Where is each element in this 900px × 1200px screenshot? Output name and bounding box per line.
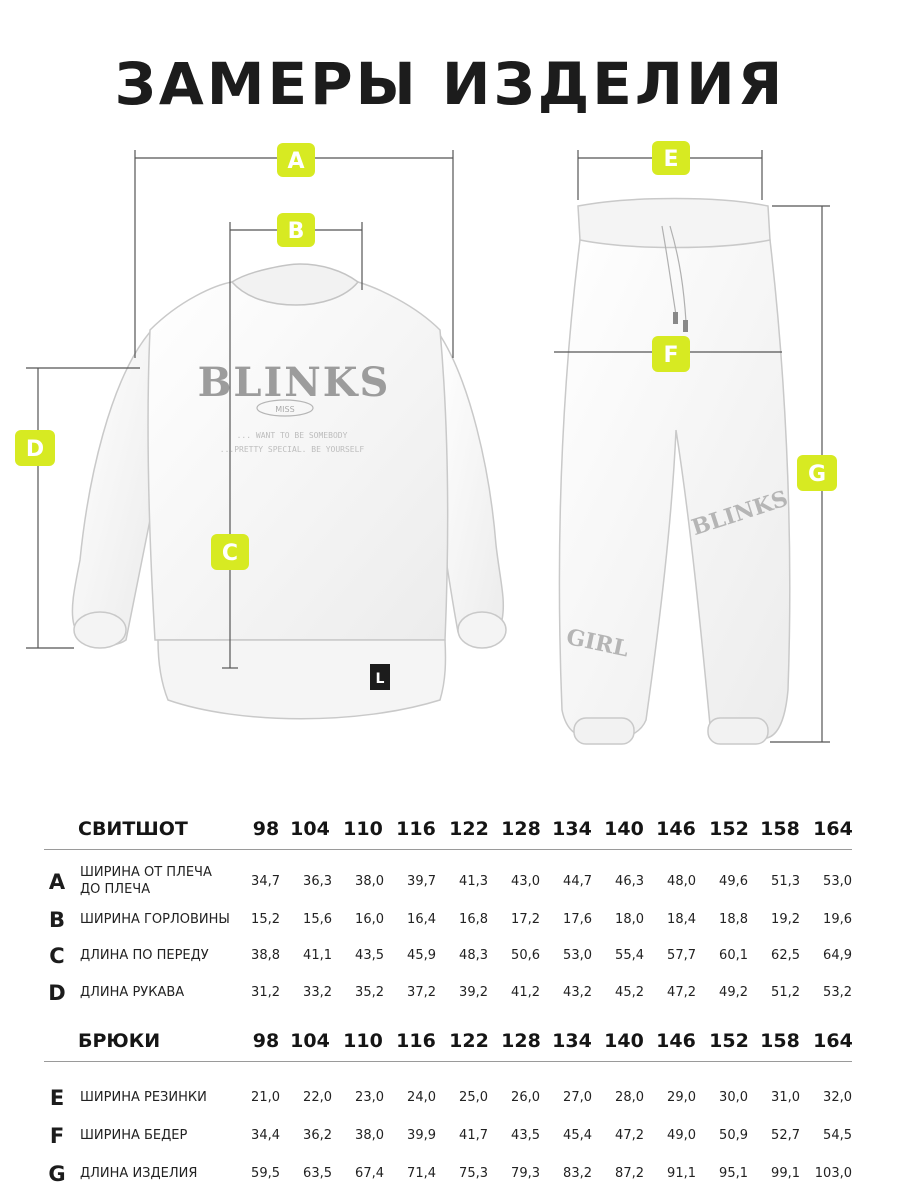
table-cell: 51,3 [771, 874, 800, 889]
table-cell: 30,0 [719, 1090, 748, 1105]
size-header-cell: 152 [709, 1030, 749, 1052]
table-cell: 87,2 [615, 1166, 644, 1181]
size-header-cell: 110 [343, 1030, 383, 1052]
table-cell: 36,2 [303, 1128, 332, 1143]
table-cell: 34,7 [251, 874, 280, 889]
table-cell: 29,0 [667, 1090, 696, 1105]
svg-text:C: C [221, 541, 239, 566]
table-cell: 67,4 [355, 1166, 384, 1181]
table-cell: 24,0 [407, 1090, 436, 1105]
row-letter: G [48, 1162, 66, 1186]
pants-print-right: BLINKS [688, 485, 792, 542]
table-cell: 45,2 [615, 985, 644, 1000]
row-label: ДЛИНА РУКАВА [80, 985, 185, 1000]
table-cell: 43,5 [355, 948, 384, 963]
size-header-cell: 152 [709, 818, 749, 840]
table-cell: 19,6 [823, 912, 852, 927]
table-cell: 45,9 [407, 948, 436, 963]
size-header-cell: 146 [656, 818, 696, 840]
table-cell: 21,0 [251, 1090, 280, 1105]
row-label: ШИРИНА ГОРЛОВИНЫ [80, 912, 230, 927]
pants-print-left: GIRL [564, 623, 631, 663]
svg-text:F: F [663, 343, 679, 368]
size-header-cell: 98 [252, 818, 280, 840]
table-cell: 18,0 [615, 912, 644, 927]
table-cell: 44,7 [563, 874, 592, 889]
size-header-cell: 98 [252, 1030, 280, 1052]
table-cell: 41,7 [459, 1128, 488, 1143]
size-tag: L [375, 671, 385, 687]
table-cell: 16,8 [459, 912, 488, 927]
table-cell: 43,2 [563, 985, 592, 1000]
row-label: ШИРИНА БЕДЕР [80, 1128, 188, 1143]
size-header-cell: 128 [501, 818, 541, 840]
row-letter: A [48, 870, 66, 894]
table-row [0, 1162, 900, 1198]
table-cell: 41,2 [511, 985, 540, 1000]
table-cell: 16,0 [355, 912, 384, 927]
table-cell: 41,1 [303, 948, 332, 963]
table-cell: 35,2 [355, 985, 384, 1000]
table-cell: 31,0 [771, 1090, 800, 1105]
table-cell: 50,9 [719, 1128, 748, 1143]
table-cell: 39,7 [407, 874, 436, 889]
table-cell: 39,9 [407, 1128, 436, 1143]
badge-b [277, 213, 315, 247]
table-cell: 46,3 [615, 874, 644, 889]
row-letter: B [48, 908, 65, 932]
svg-text:A: A [287, 149, 305, 174]
table-cell: 62,5 [771, 948, 800, 963]
table-cell: 55,4 [615, 948, 644, 963]
table-cell: 16,4 [407, 912, 436, 927]
table-cell: 45,4 [563, 1128, 592, 1143]
table-title: СВИТШОТ [78, 818, 188, 840]
pants-illustration [559, 199, 791, 745]
size-header-cell: 116 [396, 818, 436, 840]
size-header-cell: 140 [604, 1030, 644, 1052]
table-cell: 53,0 [823, 874, 852, 889]
row-label: ДЛИНА ПО ПЕРЕДУ [80, 948, 209, 963]
table-cell: 38,0 [355, 874, 384, 889]
pants-size-table [0, 1030, 900, 1200]
table-cell: 39,2 [459, 985, 488, 1000]
row-label: ШИРИНА ОТ ПЛЕЧА ДО ПЛЕЧА [80, 865, 212, 897]
table-cell: 60,1 [719, 948, 748, 963]
row-letter: C [49, 944, 65, 968]
table-cell: 43,5 [511, 1128, 540, 1143]
badge-a [277, 143, 315, 177]
table-cell: 49,0 [667, 1128, 696, 1143]
header-divider [44, 1061, 852, 1062]
table-cell: 57,7 [667, 948, 696, 963]
table-cell: 15,2 [251, 912, 280, 927]
table-cell: 53,2 [823, 985, 852, 1000]
size-header-cell: 158 [760, 1030, 800, 1052]
svg-text:B: B [287, 219, 305, 244]
table-cell: 25,0 [459, 1090, 488, 1105]
size-header-cell: 146 [656, 1030, 696, 1052]
table-cell: 31,2 [251, 985, 280, 1000]
table-cell: 28,0 [615, 1090, 644, 1105]
size-header-cell: 116 [396, 1030, 436, 1052]
print-oval-text: MISS [275, 405, 295, 414]
table-cell: 38,0 [355, 1128, 384, 1143]
table-cell: 59,5 [251, 1166, 280, 1181]
table-row [0, 865, 900, 906]
table-cell: 49,6 [719, 874, 748, 889]
size-header-cell: 122 [449, 818, 489, 840]
table-row [0, 981, 900, 1017]
table-cell: 79,3 [511, 1166, 540, 1181]
table-cell: 37,2 [407, 985, 436, 1000]
table-row [0, 1086, 900, 1122]
table-cell: 52,7 [771, 1128, 800, 1143]
table-cell: 23,0 [355, 1090, 384, 1105]
table-cell: 26,0 [511, 1090, 540, 1105]
row-letter: D [48, 981, 66, 1005]
table-cell: 27,0 [563, 1090, 592, 1105]
print-line-2: ...PRETTY SPECIAL. BE YOURSELF [219, 445, 365, 454]
table-title: БРЮКИ [78, 1030, 161, 1052]
table-cell: 47,2 [615, 1128, 644, 1143]
table-cell: 51,2 [771, 985, 800, 1000]
size-header-cell: 164 [813, 1030, 853, 1052]
table-cell: 17,2 [511, 912, 540, 927]
row-letter: F [49, 1124, 65, 1148]
table-cell: 15,6 [303, 912, 332, 927]
badge-e [652, 141, 690, 175]
row-label: ШИРИНА РЕЗИНКИ [80, 1090, 207, 1105]
svg-text:E: E [663, 147, 679, 172]
table-cell: 36,3 [303, 874, 332, 889]
table-cell: 75,3 [459, 1166, 488, 1181]
table-cell: 19,2 [771, 912, 800, 927]
table-cell: 22,0 [303, 1090, 332, 1105]
row-letter: E [49, 1086, 65, 1110]
table-cell: 38,8 [251, 948, 280, 963]
page-title: ЗАМЕРЫ ИЗДЕЛИЯ [114, 50, 786, 118]
table-cell: 47,2 [667, 985, 696, 1000]
sweatshirt-illustration [72, 264, 506, 719]
header-divider [44, 849, 852, 850]
size-header-cell: 134 [552, 1030, 592, 1052]
size-header-cell: 110 [343, 818, 383, 840]
table-cell: 83,2 [563, 1166, 592, 1181]
table-cell: 18,8 [719, 912, 748, 927]
row-label: ДЛИНА ИЗДЕЛИЯ [80, 1166, 198, 1181]
table-cell: 63,5 [303, 1166, 332, 1181]
table-row [0, 908, 900, 944]
table-cell: 49,2 [719, 985, 748, 1000]
table-cell: 99,1 [771, 1166, 800, 1181]
badge-c [211, 534, 249, 570]
table-cell: 53,0 [563, 948, 592, 963]
svg-text:G: G [807, 462, 827, 487]
sweatshirt-size-table [0, 818, 900, 1018]
size-header-cell: 140 [604, 818, 644, 840]
table-cell: 50,6 [511, 948, 540, 963]
table-cell: 32,0 [823, 1090, 852, 1105]
table-cell: 48,0 [667, 874, 696, 889]
size-header-cell: 122 [449, 1030, 489, 1052]
table-cell: 103,0 [814, 1166, 852, 1181]
badge-g [797, 455, 837, 491]
table-cell: 48,3 [459, 948, 488, 963]
size-header-cell: 104 [290, 818, 330, 840]
print-brand: BLINKS [197, 359, 391, 406]
table-cell: 43,0 [511, 874, 540, 889]
table-cell: 54,5 [823, 1128, 852, 1143]
size-header-cell: 158 [760, 818, 800, 840]
size-header-cell: 128 [501, 1030, 541, 1052]
print-line-1: ... WANT TO BE SOMEBODY [236, 431, 348, 440]
table-cell: 64,9 [823, 948, 852, 963]
badge-f [652, 336, 690, 372]
table-cell: 34,4 [251, 1128, 280, 1143]
table-row [0, 1124, 900, 1160]
table-cell: 33,2 [303, 985, 332, 1000]
table-cell: 17,6 [563, 912, 592, 927]
badge-d [15, 430, 55, 466]
svg-text:D: D [25, 437, 45, 462]
table-cell: 95,1 [719, 1166, 748, 1181]
size-header-cell: 164 [813, 818, 853, 840]
size-header-cell: 134 [552, 818, 592, 840]
table-cell: 71,4 [407, 1166, 436, 1181]
table-cell: 91,1 [667, 1166, 696, 1181]
size-header-cell: 104 [290, 1030, 330, 1052]
table-cell: 18,4 [667, 912, 696, 927]
table-cell: 41,3 [459, 874, 488, 889]
table-row [0, 944, 900, 980]
